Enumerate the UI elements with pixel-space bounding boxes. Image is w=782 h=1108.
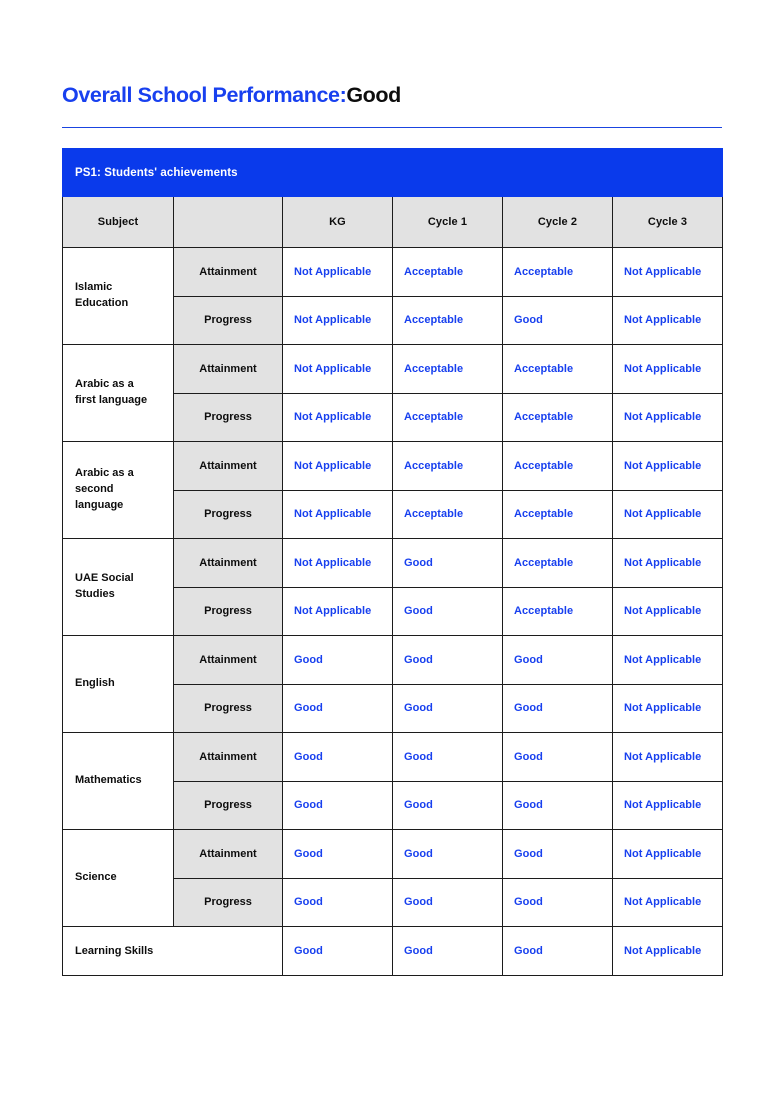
rating-cell: Not Applicable — [283, 490, 393, 539]
aspect-cell-attainment: Attainment — [174, 442, 283, 491]
rating-cell: Acceptable — [503, 490, 613, 539]
table-row — [63, 248, 723, 297]
rating-cell: Good — [283, 927, 393, 976]
rating-cell: Not Applicable — [613, 296, 723, 345]
rating-cell: Not Applicable — [613, 781, 723, 830]
subject-cell: Science — [63, 830, 174, 927]
rating-cell: Not Applicable — [283, 539, 393, 588]
rating-cell: Good — [393, 684, 503, 733]
rating-cell: Good — [393, 587, 503, 636]
rating-cell: Acceptable — [393, 490, 503, 539]
rating-cell: Good — [283, 830, 393, 879]
rating-cell: Acceptable — [503, 248, 613, 297]
table-row — [63, 830, 723, 879]
subject-cell: Islamic Education — [63, 248, 174, 345]
rating-cell: Acceptable — [393, 248, 503, 297]
rating-cell: Good — [503, 684, 613, 733]
aspect-cell-progress: Progress — [174, 490, 283, 539]
rating-cell: Good — [283, 781, 393, 830]
rating-cell: Good — [503, 733, 613, 782]
aspect-cell-attainment: Attainment — [174, 830, 283, 879]
rating-cell: Not Applicable — [283, 248, 393, 297]
table-row — [63, 539, 723, 588]
rating-cell: Acceptable — [393, 345, 503, 394]
rating-cell: Good — [393, 733, 503, 782]
rating-cell: Not Applicable — [613, 927, 723, 976]
subject-cell: English — [63, 636, 174, 733]
rating-cell: Good — [393, 781, 503, 830]
rating-cell: Good — [283, 733, 393, 782]
rating-cell: Good — [393, 830, 503, 879]
rating-cell: Good — [503, 296, 613, 345]
column-header-subject: Subject — [63, 197, 174, 248]
page-title — [62, 84, 722, 108]
subject-cell: Mathematics — [63, 733, 174, 830]
rating-cell: Not Applicable — [613, 442, 723, 491]
rating-cell: Not Applicable — [613, 248, 723, 297]
rating-cell: Good — [393, 636, 503, 685]
rating-cell: Acceptable — [503, 393, 613, 442]
table-header-row — [63, 197, 723, 248]
subject-cell: Arabic as a second language — [63, 442, 174, 539]
rating-cell: Acceptable — [503, 345, 613, 394]
rating-cell: Good — [503, 636, 613, 685]
table-row — [63, 733, 723, 782]
rating-cell: Acceptable — [393, 442, 503, 491]
aspect-cell-attainment: Attainment — [174, 345, 283, 394]
rating-cell: Not Applicable — [613, 345, 723, 394]
table-row — [63, 345, 723, 394]
rating-cell: Not Applicable — [613, 733, 723, 782]
rating-cell: Good — [283, 684, 393, 733]
aspect-cell-progress: Progress — [174, 296, 283, 345]
aspect-cell-attainment: Attainment — [174, 636, 283, 685]
aspect-cell-progress: Progress — [174, 781, 283, 830]
aspect-cell-progress: Progress — [174, 684, 283, 733]
rating-cell: Not Applicable — [283, 442, 393, 491]
rating-cell: Acceptable — [503, 539, 613, 588]
rating-cell: Good — [393, 539, 503, 588]
rating-cell: Good — [393, 927, 503, 976]
subject-cell: Arabic as a first language — [63, 345, 174, 442]
aspect-cell-progress: Progress — [174, 878, 283, 927]
rating-cell: Not Applicable — [613, 878, 723, 927]
rating-cell: Not Applicable — [613, 490, 723, 539]
rating-cell: Not Applicable — [613, 587, 723, 636]
table-section-band — [63, 149, 723, 197]
table-row — [63, 442, 723, 491]
rating-cell: Good — [503, 830, 613, 879]
rating-cell: Not Applicable — [283, 587, 393, 636]
rating-cell: Good — [393, 878, 503, 927]
rating-cell: Good — [503, 927, 613, 976]
rating-cell: Not Applicable — [283, 393, 393, 442]
aspect-cell-attainment: Attainment — [174, 733, 283, 782]
page-title-prefix: Overall School Performance: — [62, 83, 347, 107]
performance-table — [62, 148, 723, 976]
aspect-cell-progress: Progress — [174, 587, 283, 636]
column-header-aspect — [174, 197, 283, 248]
rating-cell: Acceptable — [393, 393, 503, 442]
column-header-kg: KG — [283, 197, 393, 248]
table-section-band-label: PS1: Students' achievements — [63, 149, 723, 197]
page-title-text — [62, 84, 722, 108]
aspect-cell-attainment: Attainment — [174, 248, 283, 297]
rating-cell: Acceptable — [393, 296, 503, 345]
column-header-cycle3: Cycle 3 — [613, 197, 723, 248]
rating-cell: Not Applicable — [613, 636, 723, 685]
page-title-rating: Good — [346, 83, 401, 107]
rating-cell: Not Applicable — [283, 345, 393, 394]
rating-cell: Not Applicable — [613, 393, 723, 442]
title-divider — [62, 127, 722, 128]
rating-cell: Good — [503, 878, 613, 927]
rating-cell: Good — [503, 781, 613, 830]
rating-cell: Good — [283, 878, 393, 927]
rating-cell: Not Applicable — [613, 684, 723, 733]
rating-cell: Acceptable — [503, 442, 613, 491]
table-row-learning-skills — [63, 927, 723, 976]
rating-cell: Not Applicable — [283, 296, 393, 345]
rating-cell: Not Applicable — [613, 539, 723, 588]
rating-cell: Not Applicable — [613, 830, 723, 879]
rating-cell: Acceptable — [503, 587, 613, 636]
aspect-cell-attainment: Attainment — [174, 539, 283, 588]
subject-cell: UAE Social Studies — [63, 539, 174, 636]
column-header-cycle2: Cycle 2 — [503, 197, 613, 248]
column-header-cycle1: Cycle 1 — [393, 197, 503, 248]
table-row — [63, 636, 723, 685]
aspect-cell-progress: Progress — [174, 393, 283, 442]
rating-cell: Good — [283, 636, 393, 685]
subject-cell-learning-skills: Learning Skills — [63, 927, 283, 976]
